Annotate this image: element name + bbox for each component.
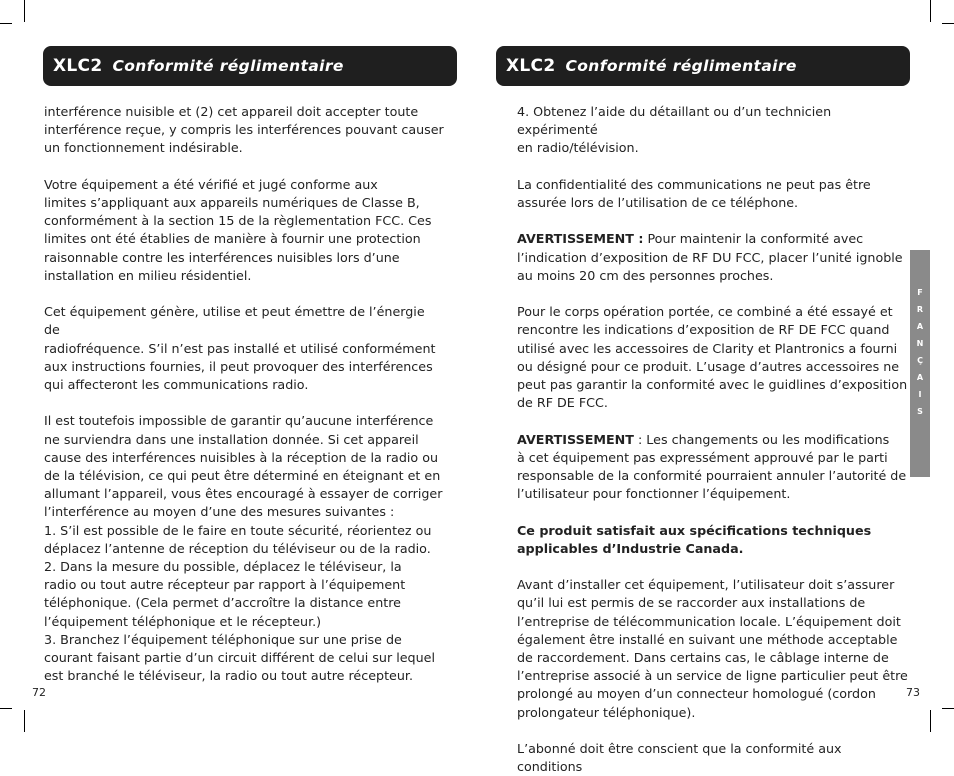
language-tab-letter: R [916,305,924,314]
text-line: L’abonné doit être conscient que la conformité aux conditions [517,741,842,775]
text-line: assurée lors de l’utilisation de ce téléphone. [517,195,799,210]
bold-line: applicables d’Industrie Canada. [517,540,744,556]
text-line: de RF DE FCC. [517,395,608,411]
text-line: en radio/télévision. [517,140,639,156]
text-span: : Les changements ou les modifications [633,431,890,447]
text-line: aux instructions fournies, il peut provoquer des interférences [44,358,433,374]
warning-label: AVERTISSEMENT [517,431,634,447]
text-line: qui affecteront les communications radio. [44,377,309,393]
text-line: Votre équipement a été vérifié et jugé conforme aux [44,176,378,192]
crop-mark [942,23,954,24]
text-line: également être installé en suivant une méthode acceptable [517,631,898,647]
text-line: téléphonique. (Cela permet d’accroître la distance entre [44,595,401,611]
crop-mark [0,23,12,24]
text-span: Pour maintenir la conformité avec [643,231,864,247]
text-line: est branché le téléviseur, la radio ou tout autre récepteur. [44,668,413,684]
text-line: 4. Obtenez l’aide du détaillant ou d’un technicien expérimenté [517,104,832,138]
text-line: responsable de la conformité pourraient annuler l’autorité de [517,468,907,483]
bold-line: Ce produit satisfait aux spécifications techniques [517,522,872,538]
text-line: 1. S’il est possible de le faire en toute sécurité, réorientez ou [44,522,432,538]
warning-line [517,230,909,248]
text-line: l’équipement téléphonique et le récepteur.) [44,613,322,629]
text-line: prolongé au moyen d’un connecteur homologué (cordon [517,686,876,702]
warning-line [517,431,909,449]
right-page-header [496,46,910,86]
crop-mark [930,0,931,22]
language-tab-letter: A [916,373,924,382]
language-tab [910,250,930,477]
text-line: interférence nuisible et (2) cet appareil doit accepter toute [44,104,419,119]
text-line: l’indication d’exposition de RF DU FCC, placer l’unité ignoble [517,249,903,265]
text-line: un fonctionnement indésirable. [44,140,243,156]
text-line: peut pas garantir la conformité avec le guidlines d’exposition [517,377,908,392]
text-line: de la télévision, ce qui peut être déterminé en éteignant et en [44,468,441,484]
text-line: au moins 20 cm des personnes proches. [517,267,774,283]
text-line: radio ou tout autre récepteur par rapport à l’équipement [44,577,406,593]
text-line: qu’il lui est permis de se raccorder aux installations de [517,595,866,611]
header-title: Conformité réglimentaire [112,57,344,75]
text-line: l’interférence au moyen d’une des mesures suivantes : [44,504,395,520]
crop-mark [0,708,12,709]
header-model: XLC2 [506,56,556,76]
text-line: limites ont été établies de manière à fournir une protection [44,231,421,247]
crop-mark [942,708,954,709]
language-tab-letter: I [918,390,922,399]
text-line: déplacez l’antenne de réception du téléviseur ou de la radio. [44,540,431,556]
text-line: radiofréquence. S’il n’est pas installé et utilisé conformément [44,340,436,356]
text-line: raisonnable contre les interférences nuisibles lors d’une [44,249,400,265]
text-line: courant faisant partie d’un circuit différent de celui sur lequel [44,650,435,666]
language-tab-letter: Ç [917,356,923,365]
text-line: utilisé avec les accessoires de Clarity et Plantronics a fourni [517,340,898,356]
text-line: La confidentialité des communications ne peut pas être [517,176,871,192]
text-line: ne surviendra dans une installation donnée. Si cet appareil [44,431,419,447]
text-line: à cet équipement pas expressément approuvé par le parti [517,449,888,465]
text-line: l’entreprise de télécommunication locale. L’équipement doit [517,613,901,629]
text-line: Pour le corps opération portée, ce combiné a été essayé et [517,304,893,320]
right-page-body [517,103,909,776]
text-line: Cet équipement génère, utilise et peut émettre de l’énergie de [44,304,425,338]
text-line: interférence reçue, y compris les interférences pouvant causer [44,122,444,138]
page-number-right: 73 [906,686,920,699]
left-page-body [44,103,444,685]
text-line: limites s’appliquant aux appareils numériques de Classe B, [44,195,420,210]
text-line: allumant l’appareil, vous êtes encouragé à essayer de corriger [44,486,443,502]
header-title: Conformité réglimentaire [565,57,797,75]
text-line: 3. Branchez l’équipement téléphonique sur une prise de [44,631,402,647]
text-line: de raccordement. Dans certains cas, le câblage interne de [517,650,889,665]
text-line: Avant d’installer cet équipement, l’utilisateur doit s’assurer [517,577,895,593]
language-tab-letter: S [917,407,923,416]
text-line: 2. Dans la mesure du possible, déplacez le téléviseur, la [44,559,402,575]
text-line: prolongateur téléphonique). [517,704,696,720]
text-line: ou désigné pour ce produit. L’usage d’autres accessoires ne [517,358,900,374]
warning-label: AVERTISSEMENT : [517,231,644,247]
text-line: l’entreprise associé à un service de ligne particulier peut être [517,668,908,684]
text-line: rencontre les indications d’exposition de RF DE FCC quand [517,322,890,338]
crop-mark [24,710,25,732]
language-tab-letter: N [916,339,924,348]
text-line: conformément à la section 15 de la règlementation FCC. Ces [44,213,432,229]
crop-mark [24,0,25,22]
text-line: installation en milieu résidentiel. [44,267,252,283]
text-line: l’utilisateur pour fonctionner l’équipement. [517,486,791,502]
left-page-header [43,46,457,86]
language-tab-letter: F [917,288,923,297]
text-line: cause des interférences nuisibles à la réception de la radio ou [44,449,439,465]
page-number-left: 72 [32,686,46,699]
header-model: XLC2 [53,56,103,76]
crop-mark [930,710,931,732]
text-line: Il est toutefois impossible de garantir qu’aucune interférence [44,413,434,429]
language-tab-letter: A [916,322,924,331]
